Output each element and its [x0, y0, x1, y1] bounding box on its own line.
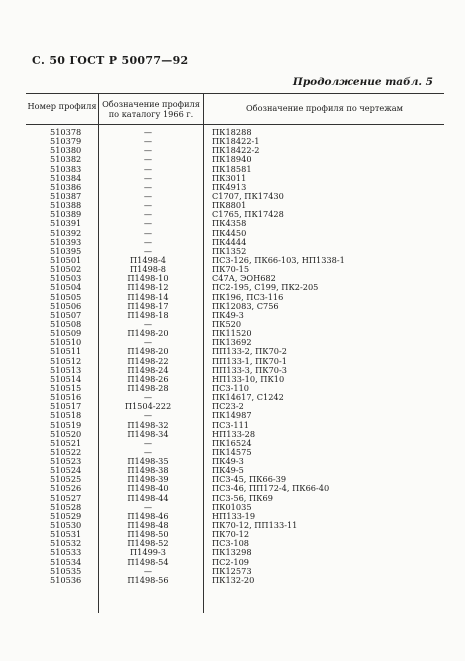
- column-header-profile-number: Номер профиля: [27, 101, 97, 111]
- profile-number-cell: 510536: [50, 574, 82, 585]
- catalog-designation-cell: П1498-26: [127, 373, 169, 384]
- catalog-designation-cell: П1498-14: [127, 291, 169, 302]
- profile-number-cell: 510534: [50, 556, 82, 567]
- profile-number-cell: 510516: [50, 392, 82, 403]
- profile-number-cell: 510521: [50, 437, 82, 448]
- profile-number-cell: 510515: [50, 382, 82, 393]
- drawing-designation-cell: ПК520: [212, 318, 242, 329]
- profile-number-cell: 510524: [50, 465, 82, 476]
- profile-number-cell: 510504: [50, 282, 82, 293]
- profile-number-cell: 510505: [50, 291, 82, 302]
- drawing-designation-cell: ПС23-2: [212, 401, 244, 412]
- drawing-designation-cell: ПС3-126, ПК66-103, НП1338-1: [212, 254, 345, 265]
- drawing-designation-cell: ПК49-3: [212, 309, 244, 320]
- profile-number-cell: 510503: [50, 273, 82, 284]
- profile-number-cell: 510391: [50, 218, 82, 229]
- drawing-designation-cell: ПК70-15: [212, 264, 250, 275]
- drawing-designation-cell: ПК12573: [212, 565, 252, 576]
- catalog-designation-cell: —: [143, 136, 153, 147]
- catalog-designation-cell: —: [143, 209, 153, 220]
- catalog-designation-cell: —: [143, 437, 153, 448]
- drawing-designation-cell: С1707, ПК17430: [212, 190, 284, 201]
- catalog-designation-cell: П1498-56: [127, 574, 169, 585]
- profile-number-cell: 510529: [50, 510, 82, 521]
- profile-number-cell: 510514: [50, 373, 82, 384]
- catalog-designation-cell: П1498-22: [127, 355, 169, 366]
- drawing-designation-cell: ПК18288: [212, 127, 252, 137]
- drawing-designation-cell: ПС3-46, ПП172-4, ПК66-40: [212, 483, 330, 494]
- drawing-designation-cell: ПС2-195, С199, ПК2-205: [212, 282, 319, 293]
- catalog-designation-cell: —: [143, 565, 153, 576]
- drawing-designation-cell: С1765, ПК17428: [212, 209, 284, 220]
- profile-number-cell: 510388: [50, 200, 82, 211]
- catalog-designation-cell: П1504-222: [124, 401, 172, 412]
- drawing-designation-cell: НП133-10, ПК10: [212, 373, 285, 384]
- profile-number-cell: 510513: [50, 364, 82, 375]
- table-row: [26, 576, 444, 585]
- catalog-designation-cell: П1498-34: [127, 428, 169, 439]
- drawing-designation-cell: ПК18940: [212, 154, 252, 165]
- table-body: [26, 128, 444, 585]
- drawing-designation-cell: ПК1352: [212, 245, 247, 256]
- catalog-designation-cell: П1498-32: [127, 419, 169, 430]
- drawing-designation-cell: ПК13298: [212, 547, 252, 558]
- profile-number-cell: 510508: [50, 318, 82, 329]
- catalog-designation-cell: —: [143, 410, 153, 421]
- drawing-designation-cell: ПК4913: [212, 181, 247, 192]
- catalog-designation-cell: П1498-48: [127, 520, 169, 531]
- drawing-designation-cell: ПК70-12: [212, 529, 250, 540]
- profile-number-cell: 510386: [50, 181, 82, 192]
- drawing-designation-cell: ПК14617, С1242: [212, 392, 284, 403]
- catalog-designation-cell: —: [143, 245, 153, 256]
- profile-number-cell: 510382: [50, 154, 82, 165]
- profile-number-cell: 510502: [50, 264, 82, 275]
- drawing-designation-cell: ПС3-56, ПК69: [212, 492, 273, 503]
- page-header: С. 50 ГОСТ Р 50077—92: [32, 54, 189, 67]
- drawing-designation-cell: ПК14575: [212, 446, 252, 457]
- catalog-designation-cell: —: [143, 200, 153, 211]
- catalog-designation-cell: —: [143, 127, 153, 137]
- profile-number-cell: 510523: [50, 456, 82, 467]
- drawing-designation-cell: ПП133-3, ПК70-3: [212, 364, 287, 375]
- drawing-designation-cell: НП133-28: [212, 428, 256, 439]
- profile-number-cell: 510501: [50, 254, 82, 265]
- catalog-designation-cell: П1498-28: [127, 382, 169, 393]
- drawing-designation-cell: ПС3-108: [212, 538, 250, 549]
- catalog-designation-cell: П1498-46: [127, 510, 169, 521]
- drawing-designation-cell: ПК4450: [212, 227, 247, 238]
- drawing-designation-cell: ПК14987: [212, 410, 252, 421]
- profile-number-cell: 510393: [50, 236, 82, 247]
- profile-number-cell: 510517: [50, 401, 82, 412]
- catalog-designation-cell: —: [143, 318, 153, 329]
- profile-number-cell: 510527: [50, 492, 82, 503]
- profile-number-cell: 510387: [50, 190, 82, 201]
- drawing-designation-cell: ПК8801: [212, 200, 247, 211]
- catalog-designation-cell: П1498-52: [127, 538, 169, 549]
- catalog-designation-cell: —: [143, 227, 153, 238]
- profile-number-cell: 510383: [50, 163, 82, 174]
- profile-number-cell: 510506: [50, 300, 82, 311]
- catalog-designation-cell: П1498-17: [127, 300, 169, 311]
- catalog-designation-cell: П1498-50: [127, 529, 169, 540]
- drawing-designation-cell: ПП133-1, ПК70-1: [212, 355, 287, 366]
- catalog-designation-cell: П1498-24: [127, 364, 169, 375]
- profile-number-cell: 510533: [50, 547, 82, 558]
- catalog-designation-cell: П1498-12: [127, 282, 169, 293]
- catalog-designation-cell: П1498-44: [127, 492, 169, 503]
- profile-number-cell: 510528: [50, 501, 82, 512]
- profile-number-cell: 510512: [50, 355, 82, 366]
- catalog-designation-cell: П1498-54: [127, 556, 169, 567]
- profile-number-cell: 510535: [50, 565, 82, 576]
- drawing-designation-cell: ПК01035: [212, 501, 252, 512]
- profile-number-cell: 510389: [50, 209, 82, 220]
- drawing-designation-cell: ПК132-20: [212, 574, 255, 585]
- profile-number-cell: 510510: [50, 337, 82, 348]
- catalog-designation-cell: П1498-40: [127, 483, 169, 494]
- catalog-designation-cell: П1498-18: [127, 309, 169, 320]
- profile-number-cell: 510509: [50, 328, 82, 339]
- catalog-designation-cell: —: [143, 392, 153, 403]
- drawing-designation-cell: ПК70-12, ПП133-11: [212, 520, 298, 531]
- catalog-designation-cell: —: [143, 181, 153, 192]
- catalog-designation-cell: П1498-39: [127, 474, 169, 485]
- catalog-designation-cell: —: [143, 163, 153, 174]
- profile-number-cell: 510526: [50, 483, 82, 494]
- catalog-designation-cell: —: [143, 218, 153, 229]
- drawing-designation-cell: ПК18422-2: [212, 145, 260, 156]
- catalog-designation-cell: —: [143, 236, 153, 247]
- profile-number-cell: 510532: [50, 538, 82, 549]
- column-header-catalog-1966: Обозначение профиля по каталогу 1966 г.: [102, 99, 200, 119]
- catalog-designation-cell: П1498-35: [127, 456, 169, 467]
- drawing-designation-cell: ПП133-2, ПК70-2: [212, 346, 287, 357]
- profile-number-cell: 510395: [50, 245, 82, 256]
- drawing-designation-cell: НП133-19: [212, 510, 256, 521]
- catalog-designation-cell: —: [143, 154, 153, 165]
- drawing-designation-cell: ПК16524: [212, 437, 252, 448]
- profile-number-cell: 510384: [50, 172, 82, 183]
- catalog-designation-cell: П1498-8: [130, 264, 166, 275]
- catalog-designation-cell: П1498-10: [127, 273, 169, 284]
- catalog-designation-cell: —: [143, 190, 153, 201]
- drawing-designation-cell: ПК13692: [212, 337, 252, 348]
- profile-number-cell: 510379: [50, 136, 82, 147]
- drawing-designation-cell: ПК18581: [212, 163, 252, 174]
- drawing-designation-cell: ПК49-5: [212, 465, 244, 476]
- catalog-designation-cell: П1498-38: [127, 465, 169, 476]
- profile-number-cell: 510525: [50, 474, 82, 485]
- drawing-designation-cell: ПС3-45, ПК66-39: [212, 474, 287, 485]
- table-continuation-caption: Продолжение табл. 5: [292, 76, 433, 88]
- profile-number-cell: 510519: [50, 419, 82, 430]
- profile-number-cell: 510531: [50, 529, 82, 540]
- profile-number-cell: 510520: [50, 428, 82, 439]
- catalog-designation-cell: —: [143, 145, 153, 156]
- drawing-designation-cell: ПК4444: [212, 236, 247, 247]
- drawing-designation-cell: ПК49-3: [212, 456, 244, 467]
- catalog-designation-cell: —: [143, 501, 153, 512]
- catalog-designation-cell: П1498-20: [127, 328, 169, 339]
- drawing-designation-cell: ПК18422-1: [212, 136, 260, 147]
- drawing-designation-cell: ПС2-109: [212, 556, 250, 567]
- profile-number-cell: 510507: [50, 309, 82, 320]
- catalog-designation-cell: П1498-4: [130, 254, 166, 265]
- table-top-rule: [26, 93, 444, 94]
- drawing-designation-cell: ПК196, ПС3-116: [212, 291, 284, 302]
- drawing-designation-cell: ПС3-111: [212, 419, 250, 430]
- profile-number-cell: 510392: [50, 227, 82, 238]
- catalog-designation-cell: П1498-20: [127, 346, 169, 357]
- catalog-designation-cell: П1499-3: [130, 547, 166, 558]
- catalog-designation-cell: —: [143, 337, 153, 348]
- drawing-designation-cell: ПК11520: [212, 328, 252, 339]
- profile-number-cell: 510511: [50, 346, 82, 357]
- drawing-designation-cell: ПС3-110: [212, 382, 250, 393]
- catalog-designation-cell: —: [143, 446, 153, 457]
- table-header-rule: [26, 124, 444, 125]
- drawing-designation-cell: ПК3011: [212, 172, 247, 183]
- drawing-designation-cell: ПК4358: [212, 218, 247, 229]
- profile-number-cell: 510522: [50, 446, 82, 457]
- column-header-drawing-designation: Обозначение профиля по чертежам: [245, 103, 404, 113]
- profile-number-cell: 510530: [50, 520, 82, 531]
- catalog-designation-cell: —: [143, 172, 153, 183]
- drawing-designation-cell: ПК12083, С756: [212, 300, 279, 311]
- drawing-designation-cell: С47А, ЭОН682: [212, 273, 276, 284]
- profile-number-cell: 510378: [50, 127, 82, 137]
- profile-number-cell: 510380: [50, 145, 82, 156]
- profile-number-cell: 510518: [50, 410, 82, 421]
